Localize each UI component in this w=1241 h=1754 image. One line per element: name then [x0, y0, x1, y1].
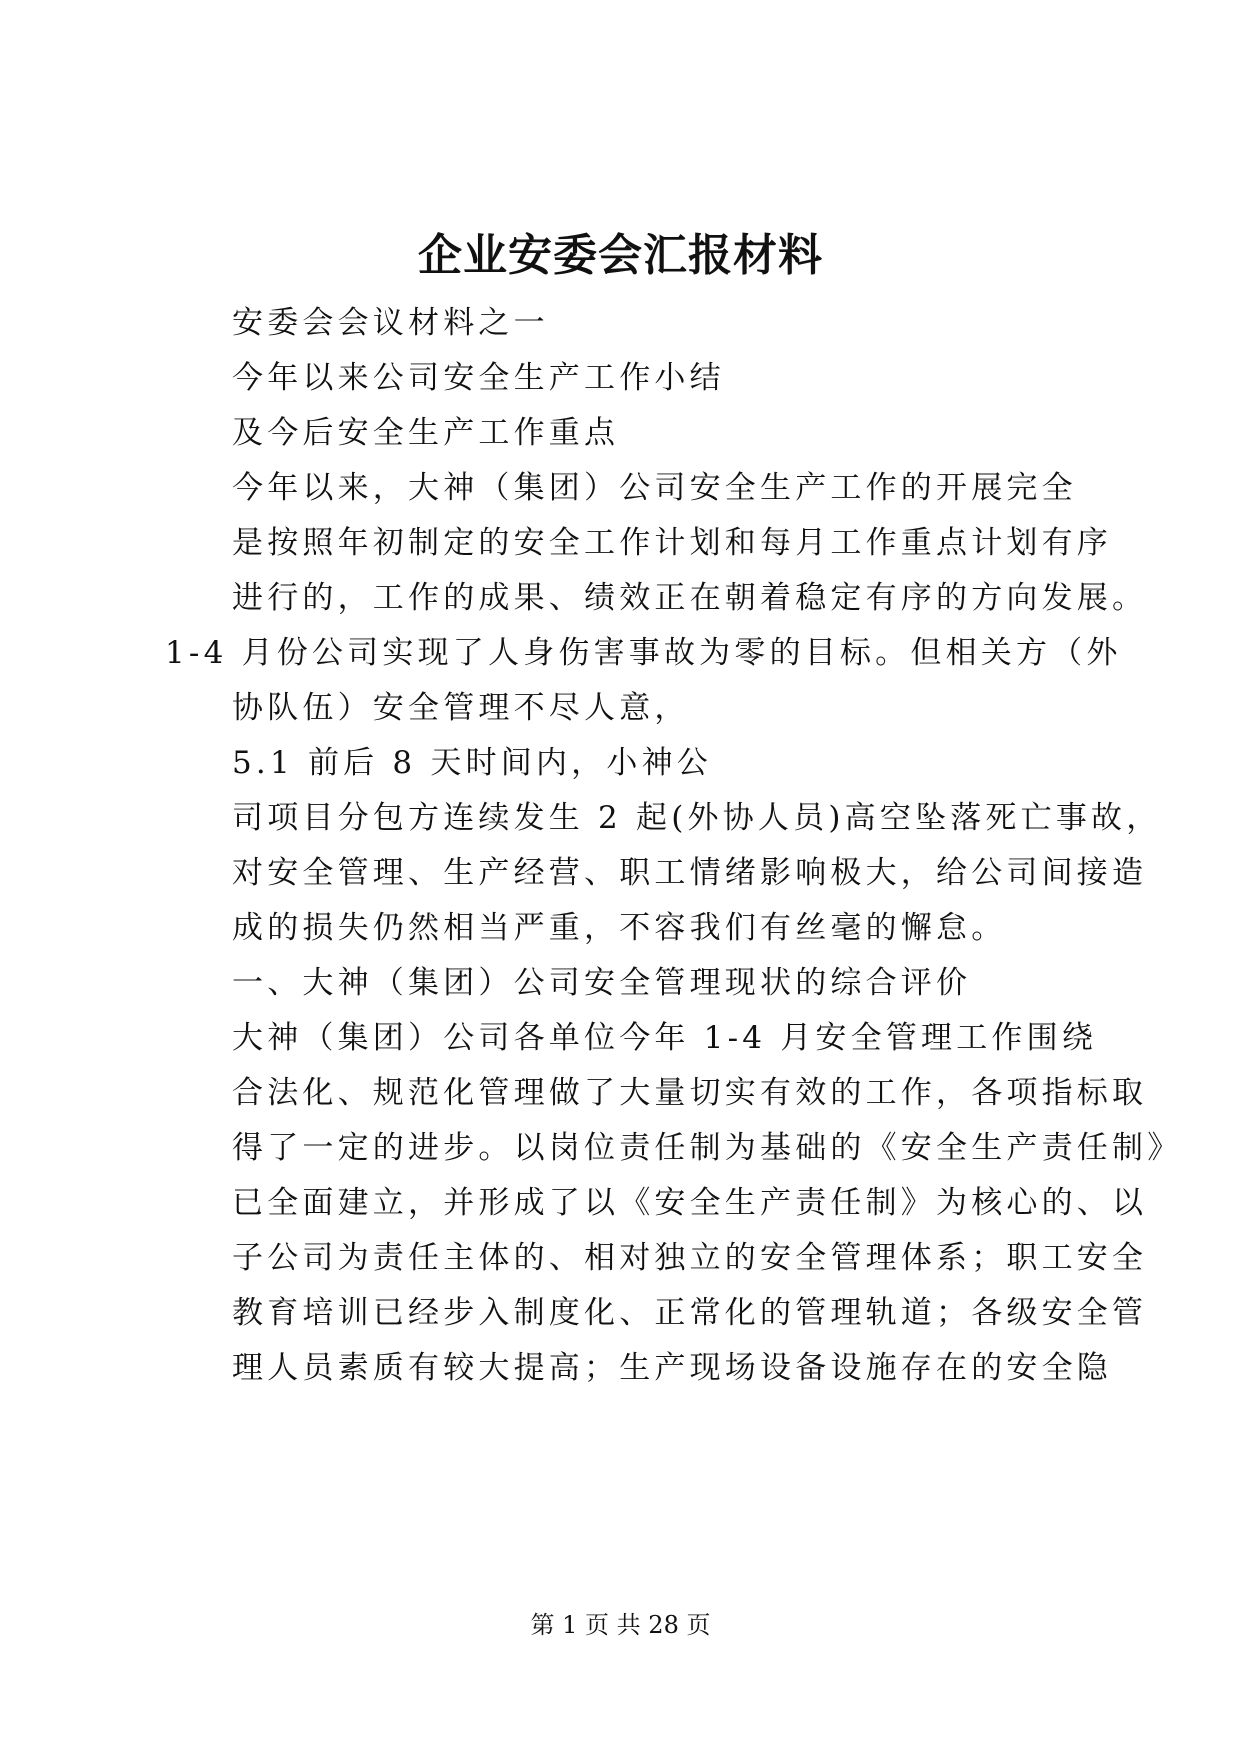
body-line: 对安全管理、生产经营、职工情绪影响极大，给公司间接造 — [232, 855, 1148, 891]
body-line: 已全面建立，并形成了以《安全生产责任制》为核心的、以 — [232, 1185, 1148, 1221]
body-line: 5.1 前后 8 天时间内，小神公 — [232, 745, 712, 781]
body-line: 大神（集团）公司各单位今年 1-4 月安全管理工作围绕 — [232, 1020, 1098, 1056]
body-line: 协队伍）安全管理不尽人意， — [232, 690, 690, 726]
body-line: 及今后安全生产工作重点 — [232, 415, 620, 451]
section-heading: 一、大神（集团）公司安全管理现状的综合评价 — [232, 965, 972, 1001]
body-line: 得了一定的进步。以岗位责任制为基础的《安全生产责任制》 — [232, 1130, 1183, 1166]
page-footer: 第 1 页 共 28 页 — [530, 1611, 711, 1639]
body-line: 今年以来公司安全生产工作小结 — [232, 360, 725, 396]
body-line: 成的损失仍然相当严重，不容我们有丝毫的懈怠。 — [232, 910, 1007, 946]
body-line: 子公司为责任主体的、相对独立的安全管理体系；职工安全 — [232, 1240, 1148, 1276]
document-title: 企业安委会汇报材料 — [418, 230, 823, 281]
body-line: 司项目分包方连续发生 2 起(外协人员)高空坠落死亡事故， — [232, 800, 1162, 836]
body-line: 安委会会议材料之一 — [232, 305, 549, 341]
body-line: 理人员素质有较大提高；生产现场设备设施存在的安全隐 — [232, 1350, 1112, 1386]
body-line: 合法化、规范化管理做了大量切实有效的工作，各项指标取 — [232, 1075, 1148, 1111]
body-line: 教育培训已经步入制度化、正常化的管理轨道；各级安全管 — [232, 1295, 1148, 1331]
body-line: 1-4 月份公司实现了人身伤害事故为零的目标。但相关方（外 — [165, 635, 1122, 671]
body-line: 今年以来，大神（集团）公司安全生产工作的开展完全 — [232, 470, 1077, 506]
body-line: 进行的，工作的成果、绩效正在朝着稳定有序的方向发展。 — [232, 580, 1148, 616]
body-line: 是按照年初制定的安全工作计划和每月工作重点计划有序 — [232, 525, 1112, 561]
